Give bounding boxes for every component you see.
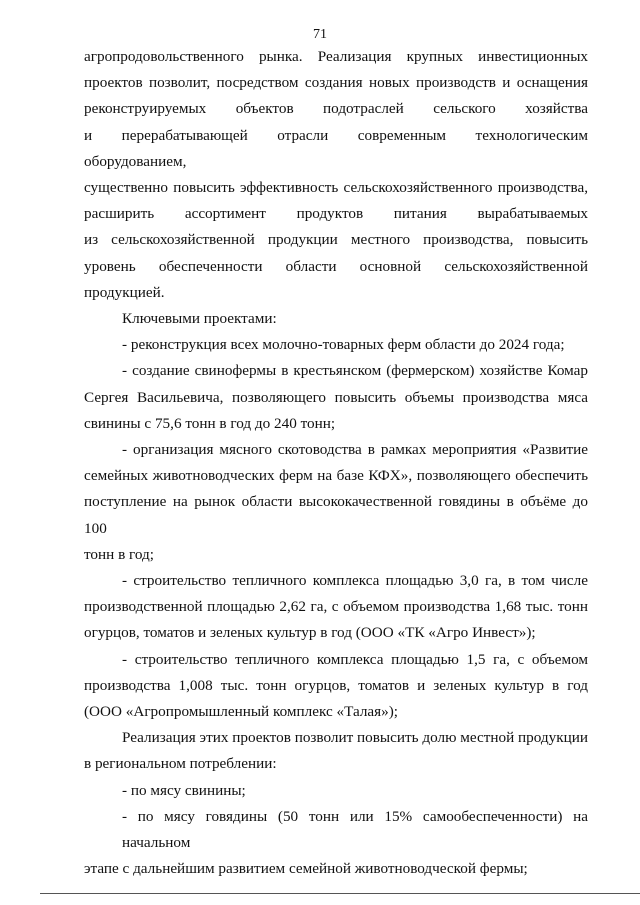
bottom-rule <box>40 893 640 894</box>
text-line: производства 1,008 тыс. тонн огурцов, томатов и зеленых культур в год <box>84 676 588 694</box>
text-line: - по мясу свинины; <box>122 781 246 799</box>
text-line: - строительство тепличного комплекса площадью 3,0 га, в том числе <box>122 572 588 590</box>
text-line: - организация мясного скотоводства в рамках мероприятия «Развитие <box>122 441 588 459</box>
text-line: производственной площадью 2,62 га, с объемом производства 1,68 тыс. тонн <box>84 598 588 616</box>
text-line: (ООО «Агропромышленный комплекс «Талая»); <box>84 703 399 721</box>
text-line: расширить ассортимент продуктов питания вырабатываемых <box>84 205 588 223</box>
text-line: огурцов, томатов и зеленых культур в год (ООО «ТК «Агро Инвест»); <box>84 624 536 642</box>
text-line: агропродовольственного рынка. Реализация крупных инвестиционных <box>84 48 588 65</box>
text-line: из сельскохозяйственной продукции местного производства, повысить <box>84 231 588 249</box>
document-body <box>84 44 588 883</box>
text-line: поступление на рынок области высококачественной говядины в объёме до 100 <box>84 493 588 537</box>
text-line: реконструируемых объектов подотраслей сельского хозяйства <box>84 100 588 118</box>
text-line: - создание свинофермы в крестьянском (фермерском) хозяйстве Комар <box>122 362 588 380</box>
page-number: 71 <box>313 27 327 42</box>
text-line: - по мясу говядины (50 тонн или 15% самообеспеченности) на начальном <box>122 807 588 852</box>
text-line: Сергея Васильевича, позволяющего повысить объемы производства мяса <box>84 388 588 406</box>
text-line: и перерабатывающей отрасли современным технологическим оборудованием, <box>84 126 588 170</box>
text-line: этапе с дальнейшим развитием семейной животноводческой фермы; <box>84 860 528 878</box>
text-line: свинины с 75,6 тонн в год до 240 тонн; <box>84 414 336 432</box>
text-line: Реализация этих проектов позволит повысить долю местной продукции <box>122 729 588 747</box>
text-line: проектов позволит, посредством создания новых производств и оснащения <box>84 74 588 92</box>
text-line: продукцией. <box>84 283 165 301</box>
text-line: Ключевыми проектами: <box>122 310 277 328</box>
text-line: тонн в год; <box>84 545 155 563</box>
text-line: - реконструкция всех молочно-товарных ферм области до 2024 года; <box>122 336 565 354</box>
text-line: уровень обеспеченности области основной сельскохозяйственной <box>84 257 588 275</box>
text-line: - строительство тепличного комплекса площадью 1,5 га, с объемом <box>122 650 588 668</box>
text-line: существенно повысить эффективность сельскохозяйственного производства, <box>84 179 588 197</box>
text-line: в региональном потреблении: <box>84 755 277 773</box>
text-line: семейных животноводческих ферм на базе КФХ», позволяющего обеспечить <box>84 467 588 485</box>
